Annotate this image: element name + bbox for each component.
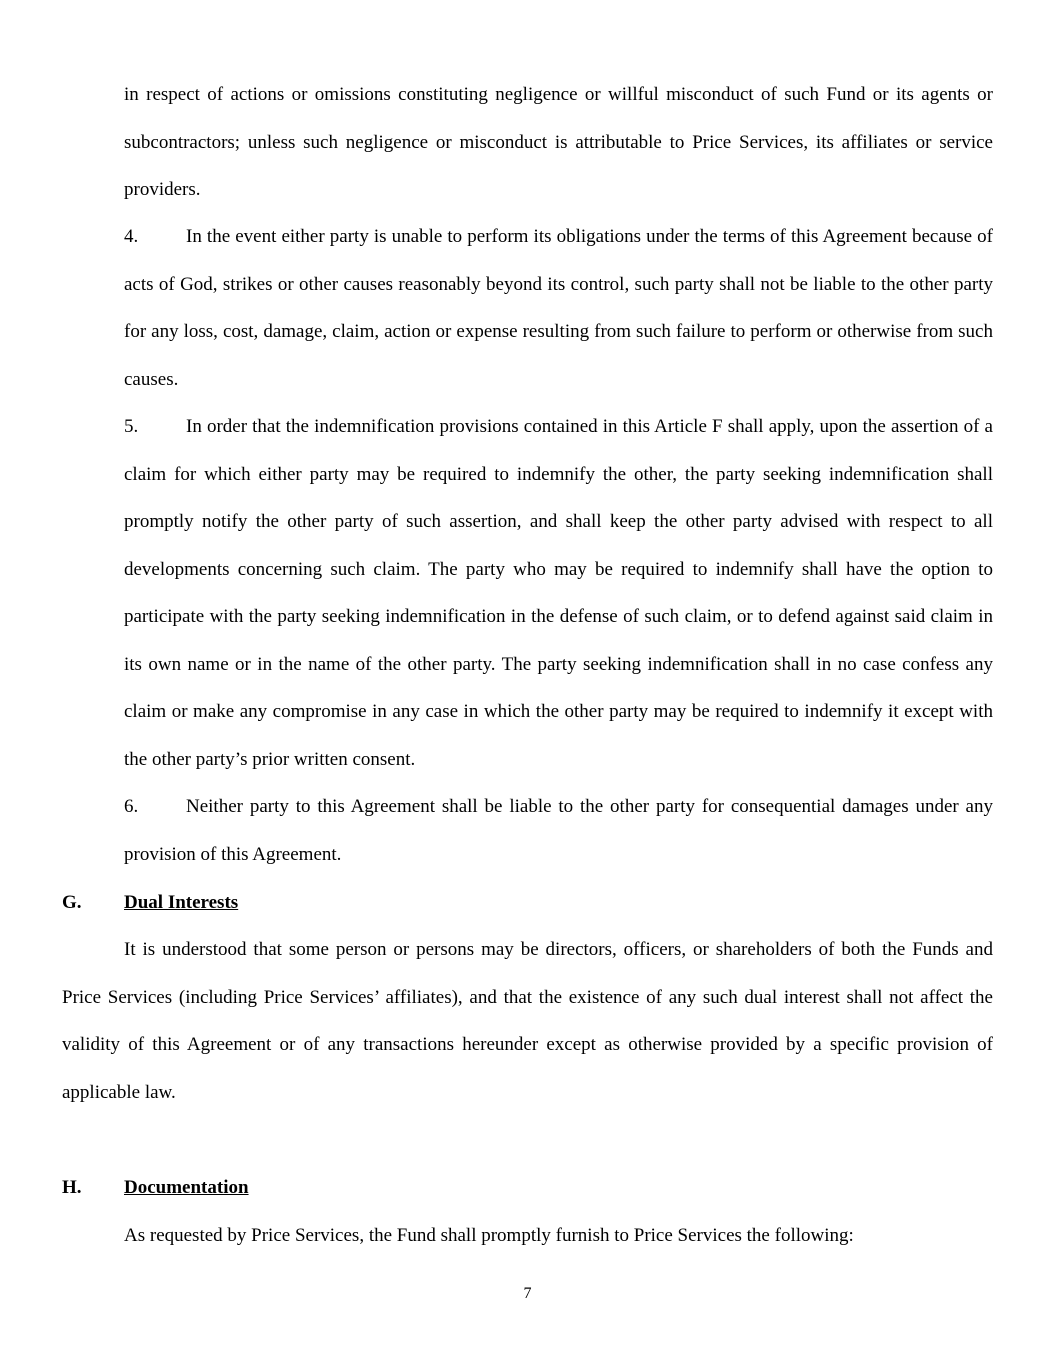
section-g-letter: G. [62,892,82,913]
section-h-paragraph: As requested by Price Services, the Fund shall promptly furnish to Price Services the following: [124,1225,854,1246]
item-5-paragraph [124,403,993,783]
item-6-paragraph [124,783,993,878]
section-g-heading [62,891,238,915]
section-h-title: Documentation [124,1177,249,1198]
section-g-title: Dual Interests [124,892,239,913]
item-4-text: In the event either party is unable to perform its obligations under the terms of this Agreement because of acts of God, strikes or other causes reasonably beyond its control, such party shall not be liable to the other party for any loss, cost, damage, claim, action or expense resulting from such failure to perform or otherwise from such causes. [124,226,993,390]
item-6-number: 6. [124,796,139,817]
section-h-heading [62,1176,249,1200]
item-5-text: In order that the indemnification provisions contained in this Article F shall apply, upon the assertion of a claim for which either party may be required to indemnify the other, the party seeking indemnification shall promptly notify the other party of such assertion, and shall keep the other party advised with respect to all developments concerning such claim. The party who may be required to indemnify shall have the option to participate with the party seeking indemnification in the defense of such claim, or to defend against said claim in its own name or in the name of the other party. The party seeking indemnification shall in no case confess any claim or make any compromise in any case in which the other party may be required to indemnify it except with the other party’s prior written consent. [124,416,993,770]
item-4-paragraph [124,213,993,403]
item-5-number: 5. [124,416,139,437]
section-g-paragraph: It is understood that some person or persons may be directors, officers, or shareholders of both the Funds and Price Services (including Price Services’ affiliates), and that the existence of any such dual interest shall not affect the validity of this Agreement or of any transactions hereunder except as otherwise provided by a specific provision of applicable law. [62,939,993,1103]
item-4-number: 4. [124,226,139,247]
continuation-paragraph: in respect of actions or omissions constituting negligence or willful misconduct of such Fund or its agents or subcontractors; unless such negligence or misconduct is attributable to Price Services, its affiliates or service providers. [124,84,993,200]
section-h-letter: H. [62,1177,82,1198]
page-number: 7 [523,1285,532,1302]
item-6-text: Neither party to this Agreement shall be liable to the other party for consequential damages under any provision of this Agreement. [124,796,993,865]
